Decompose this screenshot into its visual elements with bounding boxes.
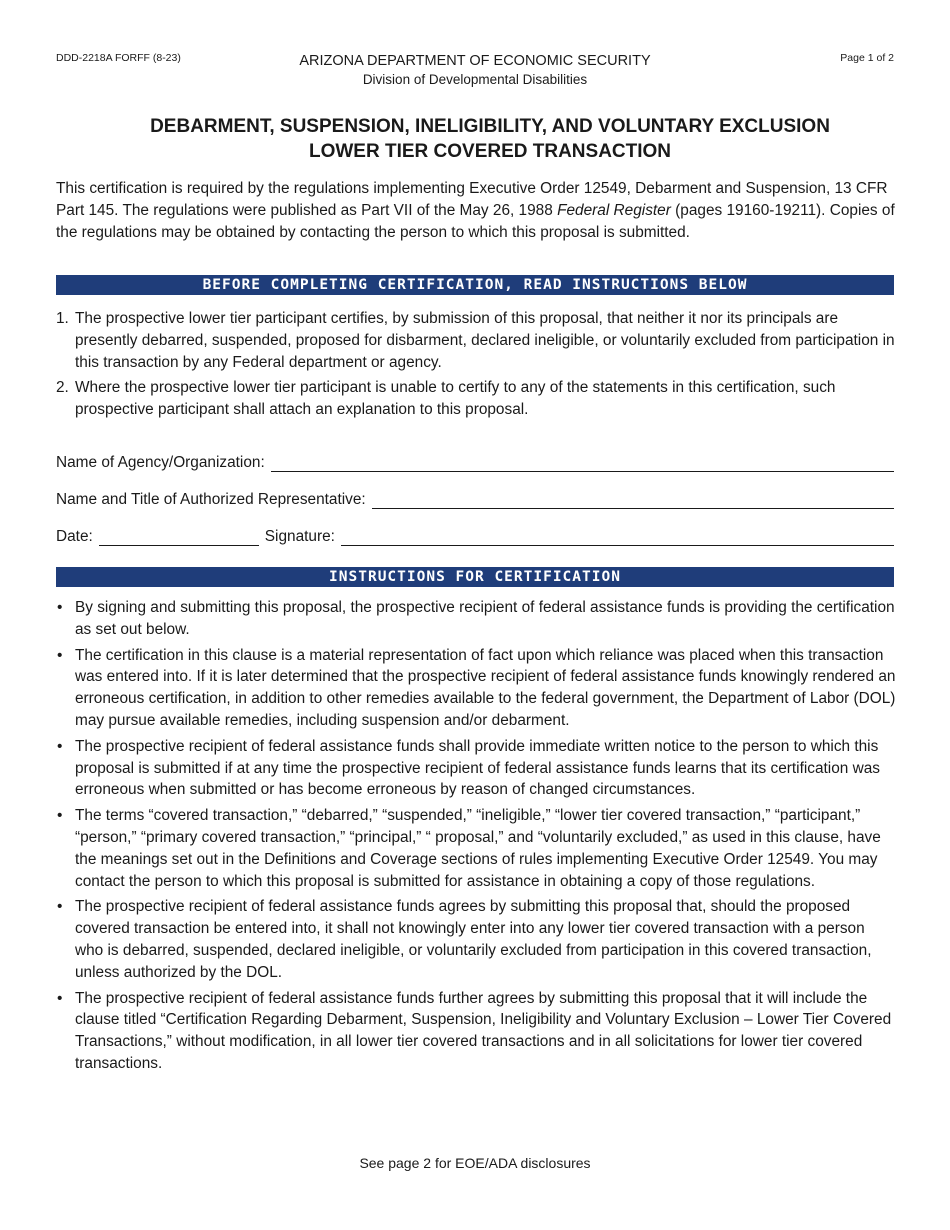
list-item bbox=[56, 988, 896, 1075]
list-item-number: 1. bbox=[56, 310, 69, 327]
date-field[interactable] bbox=[99, 529, 259, 546]
list-item-text: The prospective recipient of federal assistance funds shall provide immediate written notice to the person to which this proposal is submitted if at any time the prospective recipient of federal assistance funds learns that its certification was erroneous when submitted or has become erroneous by reason of changed circumstances. bbox=[75, 737, 880, 799]
list-item-text: The prospective lower tier participant certifies, by submission of this proposal, that neither it nor its principals are presently debarred, suspended, proposed for disbarment, declared ineligible, or voluntarily excluded from participation in this transaction by any Federal department or agency. bbox=[75, 310, 895, 371]
agency-name: ARIZONA DEPARTMENT OF ECONOMIC SECURITY bbox=[299, 53, 651, 69]
signature-field[interactable] bbox=[341, 529, 894, 546]
representative-field-label: Name and Title of Authorized Representative: bbox=[56, 491, 366, 508]
bullet-icon: • bbox=[57, 898, 63, 916]
list-item bbox=[56, 645, 896, 732]
footer-note: See page 2 for EOE/ADA disclosures bbox=[359, 1155, 591, 1171]
representative-field[interactable] bbox=[372, 492, 894, 509]
title-line-1: DEBARMENT, SUSPENSION, INELIGIBILITY, AND VOLUNTARY EXCLUSION bbox=[150, 116, 830, 137]
list-item bbox=[56, 377, 896, 421]
intro-text-1: This certification is required by the regulations implementing Executive Order 12549, Debarment and Suspension, 13 CFR Part 145. The regulations were published as Part VII of the May 26, 1988 bbox=[56, 180, 888, 219]
bullet-icon: • bbox=[57, 807, 63, 825]
agency-field[interactable] bbox=[271, 455, 894, 472]
list-item-text: The terms “covered transaction,” “debarred,” “suspended,” “ineligible,” “lower tier covered transaction,” “participant,” “person,” “primary covered transaction,” “principal,” “ proposal,” and “voluntarily excluded,” as used in this clause, have the meanings set out in the Definitions and Coverage sections of rules implementing Executive Order 12549. You may contact the person to which this proposal is submitted for assistance in obtaining a copy of those regulations. bbox=[75, 807, 881, 890]
list-item-text: The prospective recipient of federal assistance funds further agrees by submitting this proposal that it will include the clause titled “Certification Regarding Debarment, Suspension, Ineligibility and Voluntary Exclusion – Lower Tier Covered Transactions,” without modification, in all lower tier covered transactions and in all solicitations for lower tier covered transactions. bbox=[75, 989, 892, 1072]
agency-field-label: Name of Agency/Organization: bbox=[56, 454, 265, 471]
list-item bbox=[56, 896, 896, 983]
bullet-icon: • bbox=[57, 599, 63, 616]
bullet-icon: • bbox=[57, 737, 63, 755]
certification-statements bbox=[56, 308, 896, 425]
form-id: DDD-2218A FORFF (8-23) bbox=[56, 52, 181, 64]
list-item bbox=[56, 308, 896, 373]
section-heading-before-completing: BEFORE COMPLETING CERTIFICATION, READ INSTRUCTIONS BELOW bbox=[56, 275, 894, 295]
list-item-text: The certification in this clause is a material representation of fact upon which reliance was placed when this transaction was entered into. If it is later determined that the prospective recipient of federal assistance funds knowingly rendered an erroneous certification, in addition to other remedies available to the federal government, the Department of Labor (DOL) may pursue available remedies, including suspension and/or debarment. bbox=[75, 646, 896, 729]
agency-field-row bbox=[56, 450, 894, 472]
intro-paragraph bbox=[56, 178, 896, 243]
representative-field-row bbox=[56, 487, 894, 509]
date-field-label: Date: bbox=[56, 528, 93, 545]
section-heading-instructions: INSTRUCTIONS FOR CERTIFICATION bbox=[56, 567, 894, 587]
list-item-number: 2. bbox=[56, 379, 69, 397]
date-signature-row bbox=[56, 524, 894, 546]
list-item-text: The prospective recipient of federal assistance funds agrees by submitting this proposal that, should the proposed covered transaction be entered into, it shall not knowingly enter into any lower tier covered transaction with a person who is debarred, suspended, declared ineligible, or voluntarily excluded from participation in this covered transaction, unless authorized by the DOL. bbox=[75, 898, 872, 981]
list-item-text: By signing and submitting this proposal, the prospective recipient of federal assistance funds is providing the certification as set out below. bbox=[75, 599, 895, 638]
intro-italic: Federal Register bbox=[557, 201, 671, 219]
intro-text-2: (pages 19160-19211). Copies of the regulations may be obtained by contacting the person to which this proposal is submitted. bbox=[56, 201, 895, 241]
bullet-icon: • bbox=[57, 989, 63, 1007]
page-title bbox=[0, 114, 950, 164]
list-item bbox=[56, 805, 896, 892]
page-number: Page 1 of 2 bbox=[840, 52, 894, 64]
title-line-2: LOWER TIER COVERED TRANSACTION bbox=[308, 141, 672, 162]
instructions-list bbox=[56, 597, 896, 1079]
signature-field-label: Signature: bbox=[264, 528, 335, 545]
bullet-icon: • bbox=[57, 646, 63, 664]
list-item-text: Where the prospective lower tier participant is unable to certify to any of the statements in this certification, such prospective participant shall attach an explanation to this proposal. bbox=[75, 379, 836, 419]
list-item bbox=[56, 597, 896, 641]
division-name: Division of Developmental Disabilities bbox=[362, 72, 588, 87]
list-item bbox=[56, 736, 896, 801]
